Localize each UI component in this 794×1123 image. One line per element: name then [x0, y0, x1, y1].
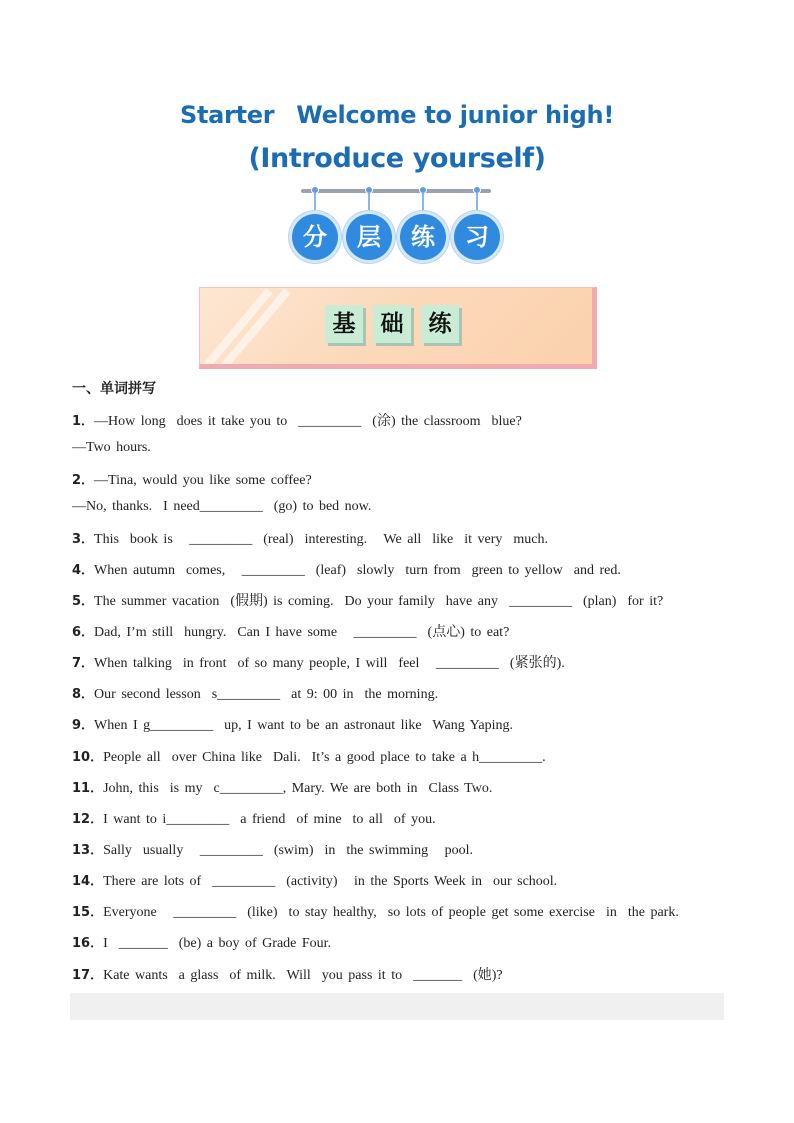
exercise-number: 4．	[72, 563, 95, 578]
banner-char-2: 础	[373, 305, 411, 343]
badge-char-4: 习	[454, 214, 500, 260]
badge-rail	[301, 189, 491, 193]
exercise-line	[72, 469, 312, 489]
banner-char-3: 练	[421, 305, 459, 343]
exercise-text: —Two hours.	[72, 440, 151, 455]
exercise-line	[72, 559, 621, 579]
page-subtitle: (Introduce yourself)	[248, 143, 546, 174]
title-unit-name: Welcome to junior high!	[296, 101, 614, 129]
exercise-number: 3．	[72, 532, 95, 547]
exercise-number: 16．	[72, 936, 104, 951]
badge-pin	[476, 193, 478, 215]
exercise-line	[72, 652, 565, 672]
section-title: 一、单词拼写	[72, 381, 156, 397]
exercise-text: I _______ (be) a boy of Grade Four.	[103, 936, 332, 951]
exercise-line	[72, 621, 509, 641]
exercise-line	[72, 590, 663, 610]
exercise-number: 7．	[72, 656, 95, 671]
exercise-line	[72, 808, 436, 828]
page-title	[0, 101, 794, 129]
exercise-text: Sally usually _________ (swim) in the swimming pool.	[103, 843, 473, 858]
exercise-text: —Tina, would you like some coffee?	[94, 473, 312, 488]
exercise-text: There are lots of _________ (activity) in the Sports Week in our school.	[103, 874, 558, 889]
badge-pin	[314, 193, 316, 215]
badge-char-3: 练	[400, 214, 446, 260]
answer-area	[70, 993, 724, 1020]
exercise-line	[72, 746, 546, 766]
exercise-text: People all over China like Dali. It’s a good place to take a h_________.	[103, 750, 546, 765]
exercise-line	[72, 440, 151, 456]
exercise-number: 1．	[72, 414, 95, 429]
exercise-number: 5．	[72, 594, 95, 609]
exercise-line	[72, 839, 473, 859]
badge-pin	[422, 193, 424, 215]
exercise-line	[72, 528, 548, 548]
exercise-text: Our second lesson s_________ at 9: 00 in the morning.	[94, 687, 439, 702]
exercise-line	[72, 410, 522, 430]
exercise-line	[72, 932, 331, 952]
exercise-text: Everyone _________ (like) to stay healthy, so lots of people get some exercise in the park.	[103, 905, 679, 920]
exercise-number: 8．	[72, 687, 95, 702]
exercise-line	[72, 870, 557, 890]
exercise-text: When I g_________ up, I want to be an astronaut like Wang Yaping.	[94, 718, 513, 733]
exercise-number: 12．	[72, 812, 104, 827]
banner-char-1: 基	[325, 305, 363, 343]
exercise-number: 15．	[72, 905, 104, 920]
exercise-line	[72, 777, 492, 797]
exercise-number: 6．	[72, 625, 95, 640]
exercise-number: 17．	[72, 968, 104, 983]
exercise-text: John, this is my c_________, Mary. We are both in Class Two.	[103, 781, 493, 796]
exercise-line	[72, 901, 679, 921]
level-banner	[199, 287, 597, 369]
exercise-line	[72, 964, 503, 984]
exercise-text: —No, thanks. I need_________ (go) to bed now.	[72, 499, 372, 514]
exercise-number: 14．	[72, 874, 104, 889]
exercise-number: 13．	[72, 843, 104, 858]
exercise-text: The summer vacation (假期) is coming. Do your family have any _________ (plan) for it?	[94, 594, 664, 609]
exercise-text: When autumn comes, _________ (leaf) slowly turn from green to yellow and red.	[94, 563, 621, 578]
exercise-text: —How long does it take you to _________ (涂) the classroom blue?	[94, 414, 522, 429]
exercise-text: Dad, I’m still hungry. Can I have some _________ (点心) to eat?	[94, 625, 510, 640]
badge-pin	[368, 193, 370, 215]
exercise-line	[72, 499, 371, 515]
badge-char-2: 层	[346, 214, 392, 260]
exercise-line	[72, 683, 438, 703]
badge-char-1: 分	[292, 214, 338, 260]
exercise-number: 11．	[72, 781, 104, 796]
title-starter: Starter	[179, 101, 275, 129]
banner-stripe	[214, 288, 291, 369]
exercise-text: This book is _________ (real) interesting. We all like it very much.	[94, 532, 548, 547]
exercise-text: When talking in front of so many people, I will feel _________ (紧张的).	[94, 656, 565, 671]
exercise-line	[72, 714, 513, 734]
exercise-text: I want to i_________ a friend of mine to all of you.	[103, 812, 436, 827]
exercise-number: 10．	[72, 750, 104, 765]
exercise-number: 2．	[72, 473, 95, 488]
exercise-number: 9．	[72, 718, 95, 733]
exercise-text: Kate wants a glass of milk. Will you pass it to _______ (她)?	[103, 968, 503, 983]
